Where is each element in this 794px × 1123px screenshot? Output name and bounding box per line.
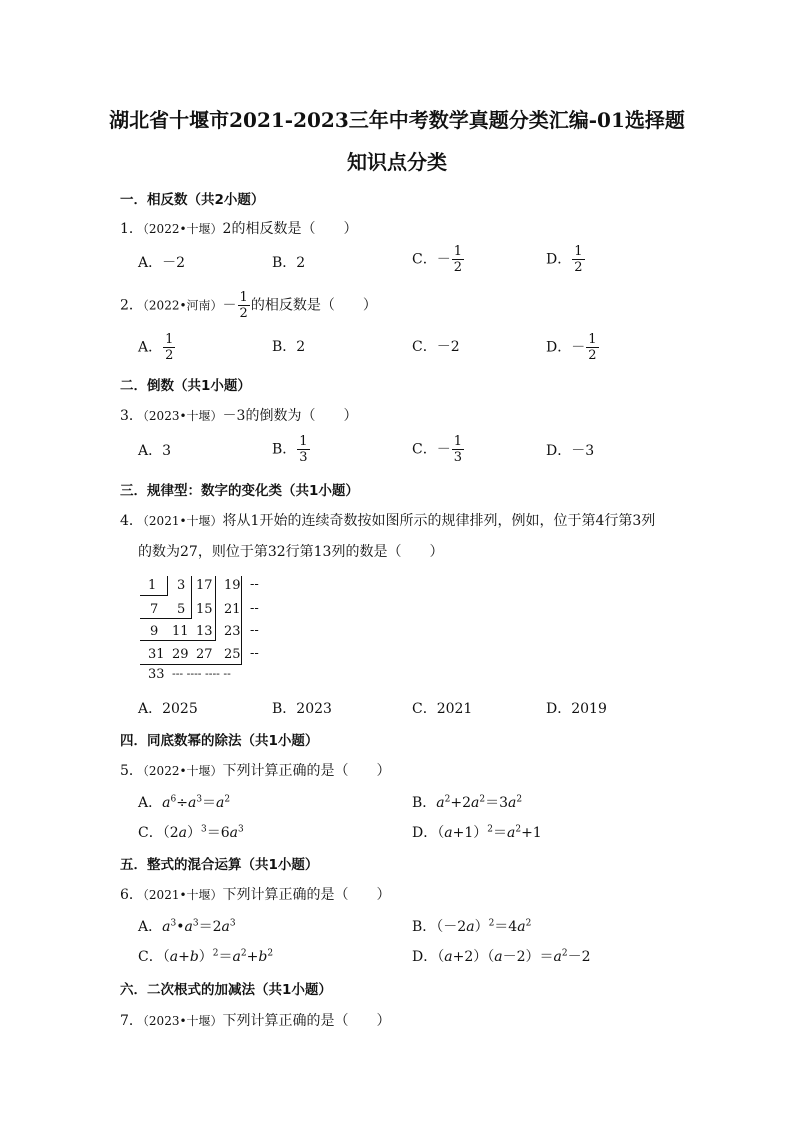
option-d (546, 244, 586, 275)
section-heading-4: 四．同底数幂的除法（共1小题） (120, 733, 319, 749)
question-text: 的相反数是（ ） (250, 297, 377, 314)
option-label: A． (138, 339, 163, 356)
question-7 (120, 1010, 391, 1030)
option-d: D．$(a+1)^2=a^2+1$ (412, 824, 542, 841)
section-heading-3: 三．规律型：数字的变化类（共1小题） (120, 483, 359, 499)
question-5 (120, 760, 391, 780)
question-source: （2022•十堰） (142, 764, 223, 778)
question-source: （2021•十堰） (142, 514, 223, 528)
section-heading-1: 一．相反数（共2小题） (120, 192, 265, 208)
option-b: B．2 (272, 255, 306, 271)
fraction (238, 290, 250, 321)
question-number: 1． (120, 221, 143, 237)
document-title-line1: 湖北省十堰市2021-2023三年中考数学真题分类汇编-01选择题 (109, 108, 685, 132)
question-1 (120, 218, 357, 238)
option-label: D．－ (546, 339, 586, 356)
grid-line (140, 618, 191, 619)
fraction-denominator: 2 (574, 260, 583, 275)
grid-line (241, 576, 242, 665)
fraction-numerator: 1 (165, 332, 174, 347)
grid-cell: 31 (148, 647, 165, 662)
question-number: 7． (120, 1013, 143, 1029)
section-heading-2: 二．倒数（共1小题） (120, 378, 251, 394)
grid-cell: 9 (150, 624, 159, 639)
fraction-numerator: 1 (588, 332, 597, 347)
option-a: A．－2 (138, 255, 186, 271)
fraction-denominator: 3 (299, 450, 308, 465)
option-d: D．－3 (546, 443, 595, 459)
option-c: C．－2 (412, 339, 460, 355)
grid-cell: 19 (224, 578, 241, 593)
fraction (452, 244, 464, 275)
option-c (412, 434, 465, 465)
fraction (163, 332, 175, 363)
question-2 (120, 290, 377, 321)
fraction (586, 332, 598, 363)
option-label: B． (272, 441, 297, 458)
option-d: D．2019 (546, 701, 607, 717)
option-b: B．$(-2a)^2=4a^2$ (412, 918, 532, 935)
grid-cell: -- (250, 577, 259, 592)
option-label: C．－ (412, 251, 451, 268)
grid-cell: 25 (224, 647, 241, 662)
question-text: 下列计算正确的是（ ） (222, 1013, 391, 1029)
grid-cell: 21 (224, 602, 241, 617)
grid-cell: 7 (150, 602, 159, 617)
question-3 (120, 405, 357, 425)
fraction (572, 244, 584, 275)
question-prefix: － (222, 297, 237, 314)
option-c: C．$(2a)^3=6a^3$ (138, 824, 244, 841)
question-6 (120, 884, 391, 904)
fraction (452, 434, 464, 465)
fraction-denominator: 2 (165, 348, 174, 363)
option-label: C．－ (412, 441, 451, 458)
document-title-line2: 知识点分类 (347, 150, 447, 174)
fraction-numerator: 1 (453, 244, 462, 259)
option-c: C．2021 (412, 701, 473, 717)
grid-cell: 1 (148, 578, 157, 593)
question-4-line2: 的数为27，则位于第32行第13列的数是（ ） (138, 544, 444, 560)
option-b: B．2 (272, 339, 306, 355)
grid-cell: 5 (177, 602, 186, 617)
fraction-denominator: 3 (453, 450, 462, 465)
grid-line (167, 576, 168, 596)
grid-cell: 17 (196, 578, 213, 593)
option-a: A．$a^6\div a^3=a^2$ (138, 794, 231, 811)
question-text-line1: 将从1开始的连续奇数按如图所示的规律排列，例如，位于第4行第3列 (222, 513, 656, 529)
grid-cell: 15 (196, 602, 213, 617)
option-a: A．$a^3•a^3=2a^3$ (138, 918, 236, 935)
fraction-denominator: 2 (453, 260, 462, 275)
grid-cell: 23 (224, 624, 241, 639)
fraction-numerator: 1 (453, 434, 462, 449)
grid-cell: 11 (172, 624, 189, 639)
grid-cell: -- (250, 623, 259, 638)
option-label: D． (546, 251, 572, 268)
option-a (138, 332, 176, 363)
option-c: C．$(a+b)^2=a^2+b^2$ (138, 948, 274, 965)
option-b: B．2023 (272, 701, 332, 717)
question-source: （2022•河南） (142, 298, 223, 313)
fraction-numerator: 1 (299, 434, 308, 449)
grid-cell: 13 (196, 624, 213, 639)
option-d: D．$(a+2)(a-2)=a^2-2$ (412, 948, 591, 965)
question-number: 2． (120, 297, 143, 314)
fraction-numerator: 1 (574, 244, 583, 259)
grid-cell: 29 (172, 647, 189, 662)
grid-line (215, 576, 216, 641)
question-number: 6． (120, 887, 143, 903)
grid-line (140, 640, 215, 641)
grid-line (191, 576, 192, 619)
fraction-denominator: 2 (239, 306, 248, 321)
question-number: 5． (120, 763, 143, 779)
option-d (546, 332, 600, 363)
question-text: 下列计算正确的是（ ） (222, 887, 391, 903)
grid-line (140, 595, 168, 596)
option-c (412, 244, 465, 275)
grid-cell: 27 (196, 647, 213, 662)
fraction-numerator: 1 (239, 290, 248, 305)
question-source: （2023•十堰） (142, 409, 223, 423)
question-4 (120, 510, 655, 530)
question-source: （2023•十堰） (142, 1014, 223, 1028)
question-text: 下列计算正确的是（ ） (222, 763, 391, 779)
option-a: A．2025 (138, 701, 198, 717)
question-number: 3． (120, 408, 143, 424)
section-heading-6: 六．二次根式的加减法（共1小题） (120, 982, 332, 998)
grid-cell: 33 (148, 667, 165, 682)
option-b: B．$a^2+2a^2=3a^2$ (412, 794, 523, 811)
option-b (272, 434, 311, 465)
question-number: 4． (120, 513, 143, 529)
option-a: A．3 (138, 443, 172, 459)
question-text: －3的倒数为（ ） (222, 408, 358, 424)
odd-number-grid-figure (136, 572, 276, 684)
grid-cell: -- (250, 646, 259, 661)
grid-cell: 3 (177, 578, 186, 593)
grid-cell: -- (250, 601, 259, 616)
fraction-denominator: 2 (588, 348, 597, 363)
question-source: （2022•十堰） (142, 222, 223, 236)
grid-line (140, 664, 241, 665)
fraction (297, 434, 309, 465)
grid-cell: --- ---- ---- -- (172, 667, 231, 680)
question-source: （2021•十堰） (142, 888, 223, 902)
section-heading-5: 五．整式的混合运算（共1小题） (120, 857, 319, 873)
question-text: 2的相反数是（ ） (222, 221, 358, 237)
